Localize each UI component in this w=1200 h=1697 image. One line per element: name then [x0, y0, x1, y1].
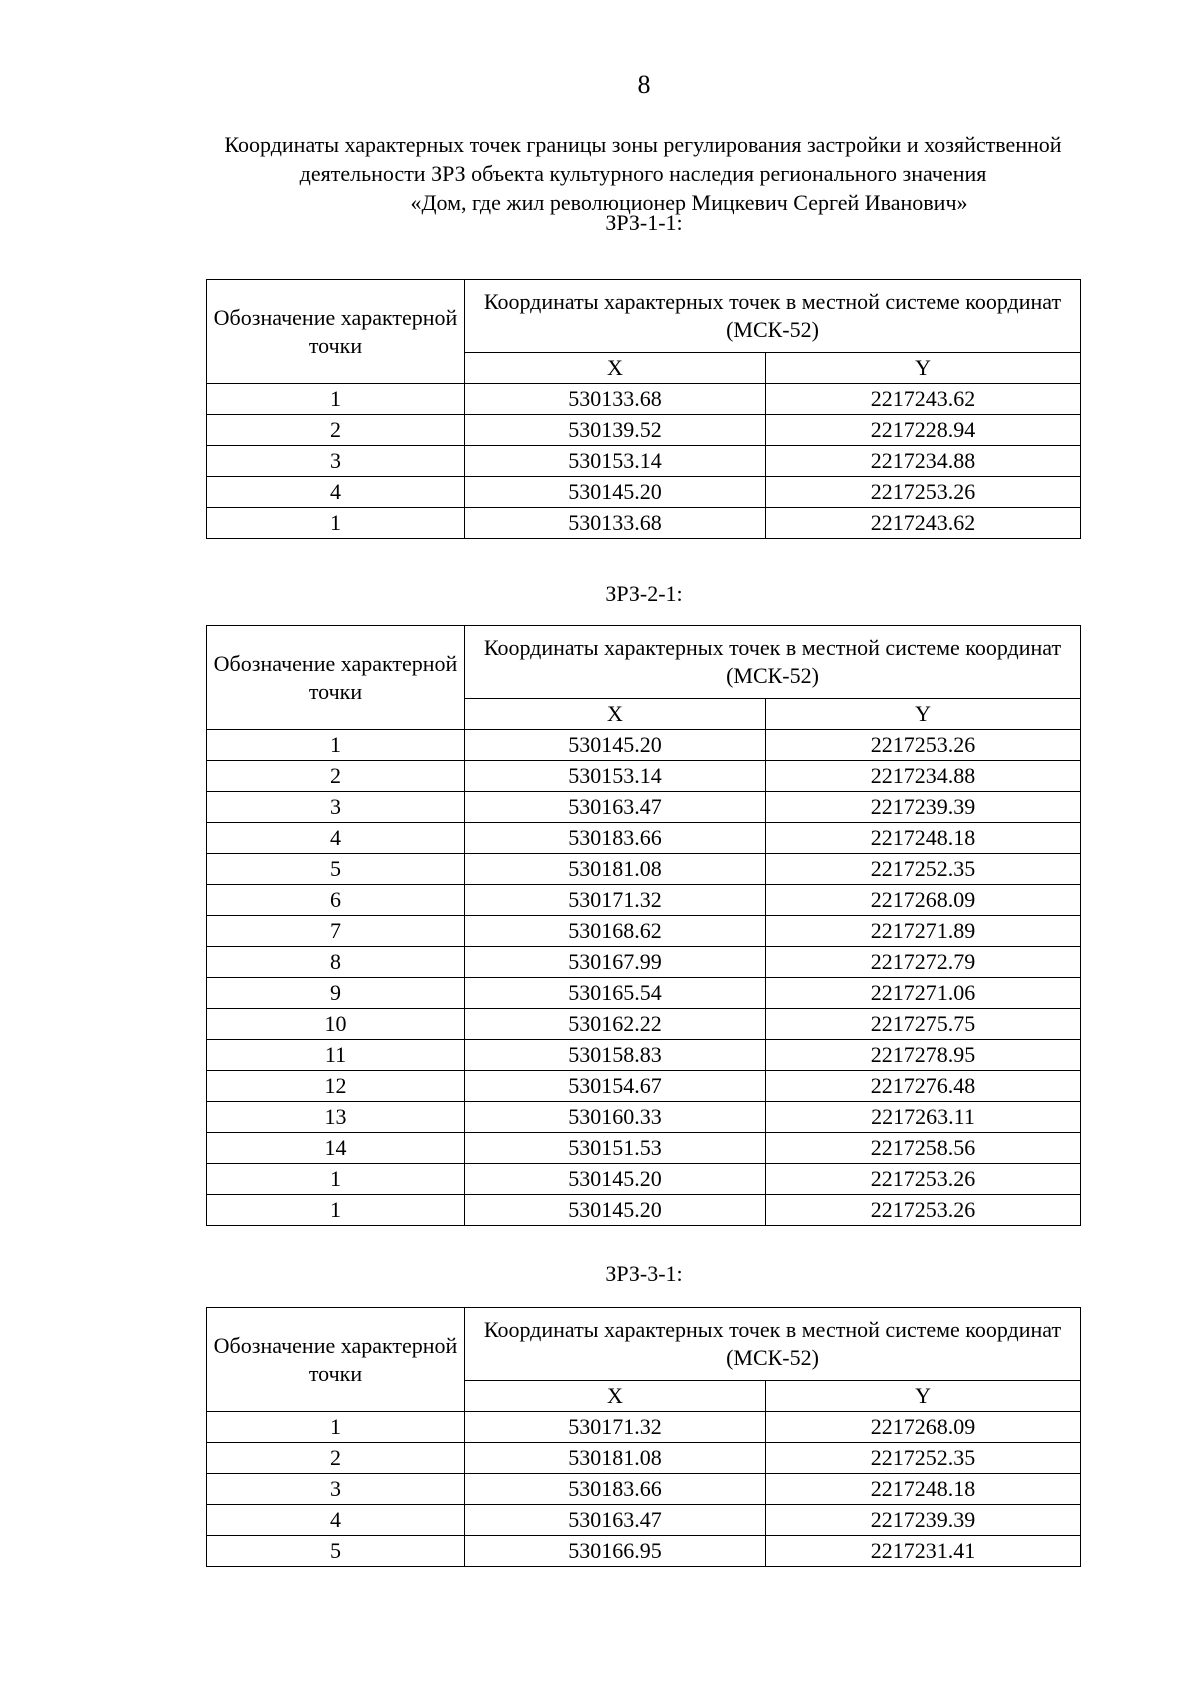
y-coordinate-cell: 2217239.39: [766, 792, 1081, 823]
point-number-cell: 1: [207, 730, 465, 761]
point-number-cell: 5: [207, 1536, 465, 1567]
x-coordinate-cell: 530163.47: [465, 792, 766, 823]
point-number-cell: 2: [207, 1443, 465, 1474]
y-coordinate-cell: 2217275.75: [766, 1009, 1081, 1040]
y-coordinate-cell: 2217263.11: [766, 1102, 1081, 1133]
y-coordinate-cell: 2217239.39: [766, 1505, 1081, 1536]
y-coordinate-cell: 2217253.26: [766, 1195, 1081, 1226]
y-coordinate-cell: 2217278.95: [766, 1040, 1081, 1071]
coordinates-header: Координаты характерных точек в местной системе координат (МСК-52): [465, 1308, 1081, 1381]
point-number-cell: 13: [207, 1102, 465, 1133]
point-number-cell: 7: [207, 916, 465, 947]
y-coordinate-cell: 2217276.48: [766, 1071, 1081, 1102]
point-number-cell: 1: [207, 1412, 465, 1443]
y-coordinate-cell: 2217231.41: [766, 1536, 1081, 1567]
point-number-cell: 6: [207, 885, 465, 916]
y-coordinate-cell: 2217228.94: [766, 415, 1081, 446]
y-coordinate-cell: 2217268.09: [766, 1412, 1081, 1443]
y-coordinate-cell: 2217248.18: [766, 1474, 1081, 1505]
point-number-cell: 8: [207, 947, 465, 978]
x-coordinate-cell: 530162.22: [465, 1009, 766, 1040]
title-line: «Дом, где жил революционер Мицкевич Сергей Иванович»: [410, 190, 968, 215]
y-header: Y: [766, 353, 1081, 384]
coordinates-table: [206, 1307, 1081, 1567]
point-number-cell: 14: [207, 1133, 465, 1164]
x-coordinate-cell: 530145.20: [465, 1164, 766, 1195]
y-coordinate-cell: 2217258.56: [766, 1133, 1081, 1164]
table-row: [207, 761, 1081, 792]
x-coordinate-cell: 530151.53: [465, 1133, 766, 1164]
point-number-cell: 1: [207, 508, 465, 539]
point-number-cell: 2: [207, 415, 465, 446]
point-number-cell: 3: [207, 446, 465, 477]
y-coordinate-cell: 2217234.88: [766, 446, 1081, 477]
point-number-cell: 4: [207, 1505, 465, 1536]
table-row: [207, 1412, 1081, 1443]
table-row: [207, 384, 1081, 415]
table-row: [207, 1195, 1081, 1226]
title-line: Координаты характерных точек границы зоны регулирования застройки и хозяйственной: [224, 132, 1062, 157]
point-number-cell: 1: [207, 384, 465, 415]
point-number-cell: 4: [207, 477, 465, 508]
x-coordinate-cell: 530167.99: [465, 947, 766, 978]
table-body: [207, 1412, 1081, 1567]
y-coordinate-cell: 2217252.35: [766, 1443, 1081, 1474]
coordinates-header: Координаты характерных точек в местной системе координат (МСК-52): [465, 280, 1081, 353]
y-header: Y: [766, 699, 1081, 730]
point-number-cell: 9: [207, 978, 465, 1009]
x-coordinate-cell: 530145.20: [465, 1195, 766, 1226]
table-row: [207, 823, 1081, 854]
table-row: [207, 1040, 1081, 1071]
point-number-cell: 4: [207, 823, 465, 854]
section-label: ЗРЗ-2-1:: [605, 581, 683, 606]
point-designation-header: Обозначение характерной точки: [207, 626, 465, 730]
coordinates-table: [206, 625, 1081, 1226]
point-number-cell: 12: [207, 1071, 465, 1102]
document-title: [160, 130, 1126, 217]
x-coordinate-cell: 530133.68: [465, 384, 766, 415]
x-coordinate-cell: 530165.54: [465, 978, 766, 1009]
table-body: [207, 384, 1081, 539]
table-row: [207, 446, 1081, 477]
y-header: Y: [766, 1381, 1081, 1412]
y-coordinate-cell: 2217272.79: [766, 947, 1081, 978]
title-line: деятельности ЗРЗ объекта культурного наследия регионального значения: [299, 161, 987, 186]
x-header: X: [465, 353, 766, 384]
point-number-cell: 11: [207, 1040, 465, 1071]
table-row: [207, 1133, 1081, 1164]
x-coordinate-cell: 530181.08: [465, 854, 766, 885]
x-coordinate-cell: 530171.32: [465, 1412, 766, 1443]
x-coordinate-cell: 530163.47: [465, 1505, 766, 1536]
x-coordinate-cell: 530181.08: [465, 1443, 766, 1474]
point-number-cell: 5: [207, 854, 465, 885]
table-row: [207, 1536, 1081, 1567]
x-coordinate-cell: 530168.62: [465, 916, 766, 947]
table-row: [207, 854, 1081, 885]
x-coordinate-cell: 530160.33: [465, 1102, 766, 1133]
x-coordinate-cell: 530154.67: [465, 1071, 766, 1102]
table-row: [207, 1102, 1081, 1133]
point-number-cell: 10: [207, 1009, 465, 1040]
y-coordinate-cell: 2217271.89: [766, 916, 1081, 947]
table-row: [207, 415, 1081, 446]
y-coordinate-cell: 2217248.18: [766, 823, 1081, 854]
y-coordinate-cell: 2217271.06: [766, 978, 1081, 1009]
x-coordinate-cell: 530139.52: [465, 415, 766, 446]
page-number: 8: [637, 70, 651, 99]
x-coordinate-cell: 530153.14: [465, 446, 766, 477]
table-row: [207, 916, 1081, 947]
point-designation-header: Обозначение характерной точки: [207, 1308, 465, 1412]
table-row: [207, 1505, 1081, 1536]
coordinates-table: [206, 279, 1081, 539]
point-number-cell: 1: [207, 1164, 465, 1195]
x-coordinate-cell: 530145.20: [465, 730, 766, 761]
x-coordinate-cell: 530153.14: [465, 761, 766, 792]
y-coordinate-cell: 2217252.35: [766, 854, 1081, 885]
y-coordinate-cell: 2217234.88: [766, 761, 1081, 792]
table-row: [207, 1164, 1081, 1195]
coordinates-header: Координаты характерных точек в местной системе координат (МСК-52): [465, 626, 1081, 699]
y-coordinate-cell: 2217253.26: [766, 730, 1081, 761]
table-body: [207, 730, 1081, 1226]
y-coordinate-cell: 2217268.09: [766, 885, 1081, 916]
x-coordinate-cell: 530145.20: [465, 477, 766, 508]
table-row: [207, 792, 1081, 823]
point-number-cell: 2: [207, 761, 465, 792]
table-row: [207, 978, 1081, 1009]
y-coordinate-cell: 2217243.62: [766, 508, 1081, 539]
point-number-cell: 3: [207, 1474, 465, 1505]
y-coordinate-cell: 2217253.26: [766, 1164, 1081, 1195]
table-row: [207, 508, 1081, 539]
table-row: [207, 947, 1081, 978]
table-row: [207, 730, 1081, 761]
x-coordinate-cell: 530171.32: [465, 885, 766, 916]
y-coordinate-cell: 2217243.62: [766, 384, 1081, 415]
point-number-cell: 1: [207, 1195, 465, 1226]
table-row: [207, 885, 1081, 916]
table-row: [207, 477, 1081, 508]
point-number-cell: 3: [207, 792, 465, 823]
table-row: [207, 1474, 1081, 1505]
table-row: [207, 1443, 1081, 1474]
x-coordinate-cell: 530133.68: [465, 508, 766, 539]
x-coordinate-cell: 530158.83: [465, 1040, 766, 1071]
x-coordinate-cell: 530183.66: [465, 1474, 766, 1505]
y-coordinate-cell: 2217253.26: [766, 477, 1081, 508]
x-coordinate-cell: 530166.95: [465, 1536, 766, 1567]
section-label: ЗРЗ-3-1:: [605, 1261, 683, 1286]
x-header: X: [465, 1381, 766, 1412]
section-label: ЗРЗ-1-1:: [605, 210, 683, 235]
point-designation-header: Обозначение характерной точки: [207, 280, 465, 384]
x-header: X: [465, 699, 766, 730]
x-coordinate-cell: 530183.66: [465, 823, 766, 854]
table-row: [207, 1071, 1081, 1102]
table-row: [207, 1009, 1081, 1040]
